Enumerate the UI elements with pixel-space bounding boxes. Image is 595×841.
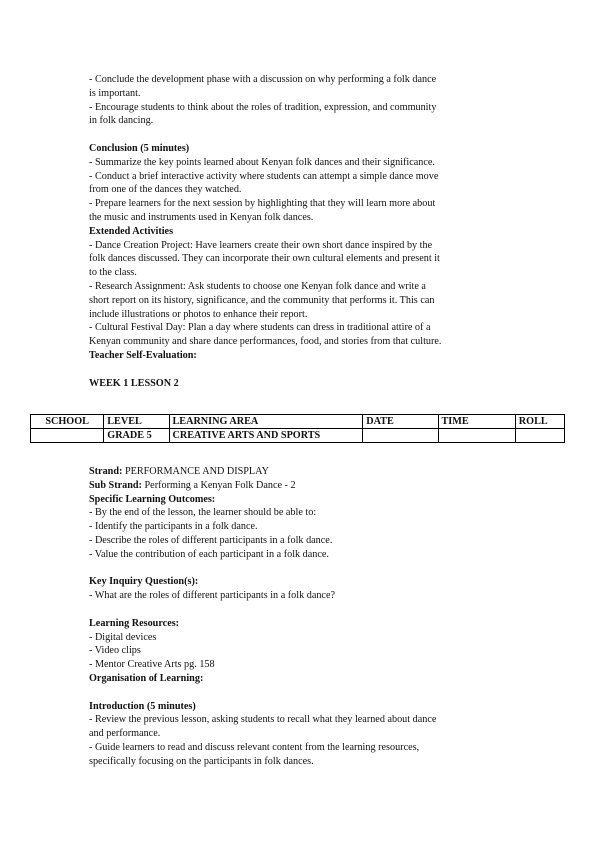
strand-line [89, 465, 509, 479]
substrand-line [89, 479, 509, 493]
text-line: - Conclude the development phase with a discussion on why performing a folk dance [89, 74, 437, 85]
learning-resources-heading: Learning Resources: [89, 617, 180, 629]
text-line: is important. [89, 87, 141, 99]
table-header-row [31, 415, 565, 429]
cell-date [363, 429, 438, 443]
text-line: folk dances discussed. They can incorporate their own cultural elements and present it [89, 253, 440, 265]
text-line: - Value the contribution of each participant in a folk dance. [89, 548, 329, 560]
text-line: - Describe the roles of different participants in a folk dance. [89, 534, 333, 546]
text-line: - Video clips [89, 645, 141, 657]
header-learning-area: LEARNING AREA [169, 415, 363, 429]
cell-time [438, 429, 515, 443]
text-line: - Encourage students to think about the roles of tradition, expression, and community [89, 101, 437, 113]
header-roll: ROLL [515, 415, 564, 429]
text-line: - Guide learners to read and discuss relevant content from the learning resources, [89, 741, 420, 753]
text-line: to the class. [89, 267, 137, 279]
week-lesson-heading: WEEK 1 LESSON 2 [89, 377, 179, 389]
slo-heading: Specific Learning Outcomes: [89, 493, 216, 505]
substrand-label: Sub Strand: [89, 479, 142, 491]
text-line: Kenyan community and share dance performances, food, and stories from that culture. [89, 336, 442, 348]
text-line: - What are the roles of different participants in a folk dance? [89, 590, 335, 602]
text-line: in folk dancing. [89, 115, 154, 127]
text-line: - Dance Creation Project: Have learners create their own short dance inspired by the [89, 239, 433, 251]
text-line: - Mentor Creative Arts pg. 158 [89, 659, 215, 671]
text-line: - Conduct a brief interactive activity where students can attempt a simple dance move [89, 170, 439, 182]
text-line: the music and instruments used in Kenyan folk dances. [89, 211, 314, 223]
text-line: - Summarize the key points learned about Kenyan folk dances and their significance. [89, 156, 435, 168]
text-line: - Cultural Festival Day: Plan a day where students can dress in traditional attire of a [89, 322, 431, 334]
lesson-section [89, 465, 509, 769]
strand-value: PERFORMANCE AND DISPLAY [122, 466, 269, 477]
strand-label: Strand: [89, 466, 123, 477]
text-line: - By the end of the lesson, the learner should be able to: [89, 507, 317, 519]
cell-roll [515, 429, 564, 443]
extended-activities-heading: Extended Activities [89, 225, 174, 237]
text-line: specifically focusing on the participants in folk dances. [89, 755, 314, 767]
header-school: SCHOOL [31, 415, 104, 429]
introduction-heading: Introduction (5 minutes) [89, 700, 196, 712]
organisation-heading: Organisation of Learning: [89, 672, 204, 684]
text-line: - Prepare learners for the next session by highlighting that they will learn more about [89, 198, 436, 210]
cell-level: GRADE 5 [104, 429, 169, 443]
header-level: LEVEL [104, 415, 169, 429]
cell-school [31, 429, 104, 443]
teacher-self-evaluation-heading: Teacher Self-Evaluation: [89, 349, 197, 361]
text-line: short report on its history, significance, and the community that performs it. This can [89, 294, 435, 306]
text-line: - Digital devices [89, 631, 157, 643]
text-line: include illustrations or photos to enhance their report. [89, 308, 308, 320]
conclusion-heading: Conclusion (5 minutes) [89, 142, 190, 154]
key-inquiry-heading: Key Inquiry Question(s): [89, 576, 199, 588]
text-line: - Research Assignment: Ask students to choose one Kenyan folk dance and write a [89, 280, 426, 292]
text-line: - Identify the participants in a folk dance. [89, 521, 258, 533]
lesson-info-table [30, 414, 565, 443]
top-section [89, 73, 509, 390]
text-line: and performance. [89, 728, 161, 740]
text-line: from one of the dances they watched. [89, 184, 242, 196]
text-line: - Review the previous lesson, asking students to recall what they learned about dance [89, 714, 437, 726]
substrand-value: Performing a Kenyan Folk Dance - 2 [141, 479, 296, 491]
header-date: DATE [363, 415, 438, 429]
header-time: TIME [438, 415, 515, 429]
cell-learning-area: CREATIVE ARTS AND SPORTS [169, 429, 363, 443]
table-row [31, 429, 565, 443]
